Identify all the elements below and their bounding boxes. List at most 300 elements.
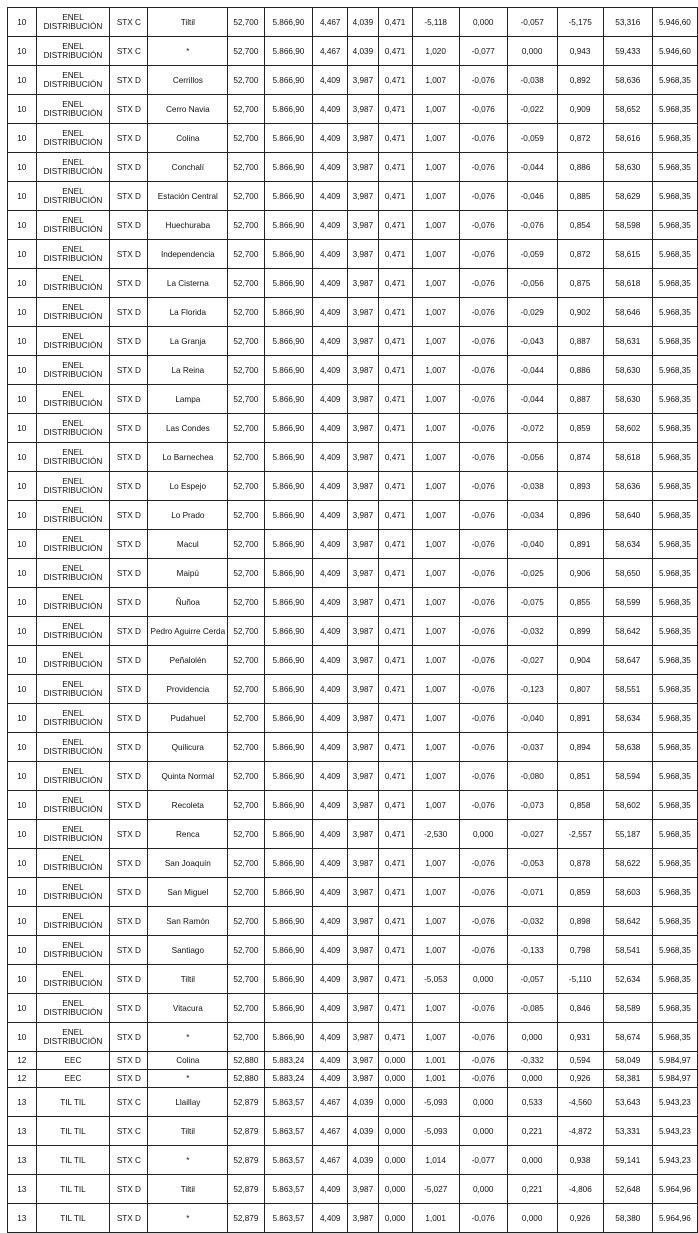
c14-cell: 52,634 bbox=[603, 965, 652, 994]
c15-cell: 5.968,35 bbox=[652, 704, 697, 733]
c12-cell: -0,057 bbox=[507, 8, 557, 37]
c13-cell: 0,931 bbox=[557, 1023, 603, 1052]
c7-cell: 4,409 bbox=[313, 704, 348, 733]
c13-cell: -4,872 bbox=[557, 1117, 603, 1146]
c14-cell: 58,616 bbox=[603, 124, 652, 153]
c10-cell: 1,007 bbox=[412, 907, 459, 936]
c9-cell: 0,000 bbox=[378, 1052, 412, 1070]
c6-cell: 5.866,90 bbox=[264, 153, 313, 182]
c9-cell: 0,471 bbox=[378, 530, 412, 559]
c13-cell: 0,858 bbox=[557, 791, 603, 820]
table-row bbox=[8, 588, 698, 617]
c15-cell: 5.984,97 bbox=[652, 1070, 697, 1088]
c6-cell: 5.866,90 bbox=[264, 704, 313, 733]
company-cell: ENEL DISTRIBUCIÓN bbox=[36, 791, 110, 820]
c6-cell: 5.866,90 bbox=[264, 936, 313, 965]
group-cell: 10 bbox=[8, 356, 37, 385]
commune-cell: Las Condes bbox=[148, 414, 228, 443]
table-row bbox=[8, 1117, 698, 1146]
c11-cell: -0,076 bbox=[459, 298, 507, 327]
c6-cell: 5.863,57 bbox=[264, 1175, 313, 1204]
commune-cell: San Ramón bbox=[148, 907, 228, 936]
commune-cell: Huechuraba bbox=[148, 211, 228, 240]
commune-cell: Vitacura bbox=[148, 994, 228, 1023]
c14-cell: 58,647 bbox=[603, 646, 652, 675]
group-cell: 10 bbox=[8, 124, 37, 153]
c12-cell: 0,221 bbox=[507, 1117, 557, 1146]
company-cell: ENEL DISTRIBUCIÓN bbox=[36, 733, 110, 762]
company-cell: TIL TIL bbox=[36, 1117, 110, 1146]
c15-cell: 5.964,96 bbox=[652, 1175, 697, 1204]
c7-cell: 4,409 bbox=[313, 791, 348, 820]
sector-cell: STX D bbox=[110, 1204, 148, 1233]
table-row bbox=[8, 1175, 698, 1204]
sector-cell: STX D bbox=[110, 907, 148, 936]
commune-cell: Independencia bbox=[148, 240, 228, 269]
company-cell: ENEL DISTRIBUCIÓN bbox=[36, 965, 110, 994]
c15-cell: 5.968,35 bbox=[652, 791, 697, 820]
company-cell: ENEL DISTRIBUCIÓN bbox=[36, 385, 110, 414]
c8-cell: 3,987 bbox=[348, 675, 378, 704]
c14-cell: 58,630 bbox=[603, 356, 652, 385]
c9-cell: 0,471 bbox=[378, 936, 412, 965]
group-cell: 10 bbox=[8, 182, 37, 211]
c11-cell: -0,076 bbox=[459, 1052, 507, 1070]
c5-cell: 52,879 bbox=[228, 1204, 264, 1233]
c6-cell: 5.866,90 bbox=[264, 327, 313, 356]
sector-cell: STX D bbox=[110, 327, 148, 356]
c14-cell: 58,598 bbox=[603, 211, 652, 240]
table-row bbox=[8, 385, 698, 414]
group-cell: 10 bbox=[8, 646, 37, 675]
sector-cell: STX D bbox=[110, 588, 148, 617]
c11-cell: -0,076 bbox=[459, 327, 507, 356]
c11-cell: 0,000 bbox=[459, 8, 507, 37]
company-cell: ENEL DISTRIBUCIÓN bbox=[36, 8, 110, 37]
c6-cell: 5.866,90 bbox=[264, 269, 313, 298]
table-row bbox=[8, 443, 698, 472]
c10-cell: -5,027 bbox=[412, 1175, 459, 1204]
c12-cell: 0,000 bbox=[507, 1146, 557, 1175]
c9-cell: 0,471 bbox=[378, 501, 412, 530]
group-cell: 13 bbox=[8, 1117, 37, 1146]
c10-cell: 1,007 bbox=[412, 646, 459, 675]
c15-cell: 5.968,35 bbox=[652, 443, 697, 472]
commune-cell: Cerro Navia bbox=[148, 95, 228, 124]
c5-cell: 52,700 bbox=[228, 878, 264, 907]
commune-cell: Lo Prado bbox=[148, 501, 228, 530]
c7-cell: 4,409 bbox=[313, 588, 348, 617]
c8-cell: 3,987 bbox=[348, 356, 378, 385]
c13-cell: 0,891 bbox=[557, 704, 603, 733]
c13-cell: 0,886 bbox=[557, 153, 603, 182]
c7-cell: 4,409 bbox=[313, 1070, 348, 1088]
table-body bbox=[8, 8, 698, 1233]
group-cell: 10 bbox=[8, 414, 37, 443]
sector-cell: STX D bbox=[110, 1175, 148, 1204]
c8-cell: 3,987 bbox=[348, 298, 378, 327]
table-row bbox=[8, 907, 698, 936]
c9-cell: 0,471 bbox=[378, 762, 412, 791]
c10-cell: -5,093 bbox=[412, 1117, 459, 1146]
c13-cell: 0,898 bbox=[557, 907, 603, 936]
c9-cell: 0,471 bbox=[378, 414, 412, 443]
c12-cell: -0,032 bbox=[507, 907, 557, 936]
c12-cell: -0,025 bbox=[507, 559, 557, 588]
c13-cell: 0,926 bbox=[557, 1204, 603, 1233]
c6-cell: 5.866,90 bbox=[264, 965, 313, 994]
c7-cell: 4,467 bbox=[313, 8, 348, 37]
group-cell: 10 bbox=[8, 8, 37, 37]
c15-cell: 5.968,35 bbox=[652, 965, 697, 994]
table-row bbox=[8, 211, 698, 240]
c14-cell: 58,380 bbox=[603, 1204, 652, 1233]
c10-cell: 1,007 bbox=[412, 733, 459, 762]
c6-cell: 5.866,90 bbox=[264, 588, 313, 617]
c5-cell: 52,700 bbox=[228, 95, 264, 124]
sector-cell: STX D bbox=[110, 965, 148, 994]
c11-cell: -0,076 bbox=[459, 675, 507, 704]
c5-cell: 52,700 bbox=[228, 1023, 264, 1052]
c7-cell: 4,409 bbox=[313, 994, 348, 1023]
c9-cell: 0,471 bbox=[378, 124, 412, 153]
c12-cell: -0,133 bbox=[507, 936, 557, 965]
c15-cell: 5.968,35 bbox=[652, 617, 697, 646]
sector-cell: STX D bbox=[110, 646, 148, 675]
c9-cell: 0,471 bbox=[378, 8, 412, 37]
c6-cell: 5.866,90 bbox=[264, 559, 313, 588]
c7-cell: 4,409 bbox=[313, 1204, 348, 1233]
c9-cell: 0,471 bbox=[378, 472, 412, 501]
c14-cell: 53,331 bbox=[603, 1117, 652, 1146]
sector-cell: STX C bbox=[110, 1088, 148, 1117]
c5-cell: 52,700 bbox=[228, 443, 264, 472]
group-cell: 13 bbox=[8, 1146, 37, 1175]
company-cell: TIL TIL bbox=[36, 1204, 110, 1233]
commune-cell: Lampa bbox=[148, 385, 228, 414]
c15-cell: 5.968,35 bbox=[652, 733, 697, 762]
c5-cell: 52,700 bbox=[228, 559, 264, 588]
sector-cell: STX D bbox=[110, 211, 148, 240]
sector-cell: STX D bbox=[110, 182, 148, 211]
table-row bbox=[8, 559, 698, 588]
commune-cell: Conchalí bbox=[148, 153, 228, 182]
commune-cell: * bbox=[148, 37, 228, 66]
c10-cell: 1,007 bbox=[412, 559, 459, 588]
c9-cell: 0,471 bbox=[378, 849, 412, 878]
c5-cell: 52,700 bbox=[228, 124, 264, 153]
c12-cell: -0,332 bbox=[507, 1052, 557, 1070]
c10-cell: 1,007 bbox=[412, 211, 459, 240]
c8-cell: 4,039 bbox=[348, 1146, 378, 1175]
c15-cell: 5.946,60 bbox=[652, 37, 697, 66]
c11-cell: -0,076 bbox=[459, 443, 507, 472]
c12-cell: -0,075 bbox=[507, 588, 557, 617]
c8-cell: 3,987 bbox=[348, 501, 378, 530]
commune-cell: Tiltil bbox=[148, 8, 228, 37]
group-cell: 10 bbox=[8, 443, 37, 472]
c14-cell: 58,049 bbox=[603, 1052, 652, 1070]
c13-cell: 0,894 bbox=[557, 733, 603, 762]
table-row bbox=[8, 95, 698, 124]
c5-cell: 52,700 bbox=[228, 298, 264, 327]
c10-cell: -5,093 bbox=[412, 1088, 459, 1117]
table-row bbox=[8, 878, 698, 907]
c5-cell: 52,879 bbox=[228, 1146, 264, 1175]
group-cell: 10 bbox=[8, 559, 37, 588]
c12-cell: -0,040 bbox=[507, 530, 557, 559]
c9-cell: 0,471 bbox=[378, 704, 412, 733]
c7-cell: 4,409 bbox=[313, 211, 348, 240]
company-cell: ENEL DISTRIBUCIÓN bbox=[36, 617, 110, 646]
group-cell: 10 bbox=[8, 849, 37, 878]
c6-cell: 5.866,90 bbox=[264, 124, 313, 153]
c7-cell: 4,467 bbox=[313, 37, 348, 66]
c10-cell: -5,053 bbox=[412, 965, 459, 994]
c8-cell: 3,987 bbox=[348, 733, 378, 762]
c9-cell: 0,471 bbox=[378, 327, 412, 356]
c9-cell: 0,471 bbox=[378, 356, 412, 385]
c7-cell: 4,409 bbox=[313, 298, 348, 327]
group-cell: 10 bbox=[8, 704, 37, 733]
c7-cell: 4,409 bbox=[313, 530, 348, 559]
group-cell: 10 bbox=[8, 211, 37, 240]
c13-cell: 0,851 bbox=[557, 762, 603, 791]
sector-cell: STX D bbox=[110, 414, 148, 443]
c11-cell: -0,077 bbox=[459, 37, 507, 66]
table-row bbox=[8, 327, 698, 356]
c8-cell: 3,987 bbox=[348, 1175, 378, 1204]
table-row bbox=[8, 994, 698, 1023]
c8-cell: 3,987 bbox=[348, 617, 378, 646]
c10-cell: 1,007 bbox=[412, 269, 459, 298]
company-cell: ENEL DISTRIBUCIÓN bbox=[36, 66, 110, 95]
c11-cell: -0,076 bbox=[459, 559, 507, 588]
c14-cell: 58,630 bbox=[603, 153, 652, 182]
c8-cell: 3,987 bbox=[348, 559, 378, 588]
c13-cell: 0,938 bbox=[557, 1146, 603, 1175]
c10-cell: 1,007 bbox=[412, 994, 459, 1023]
c11-cell: -0,076 bbox=[459, 501, 507, 530]
c6-cell: 5.866,90 bbox=[264, 95, 313, 124]
sector-cell: STX D bbox=[110, 1052, 148, 1070]
commune-cell: La Reina bbox=[148, 356, 228, 385]
c15-cell: 5.968,35 bbox=[652, 907, 697, 936]
c15-cell: 5.968,35 bbox=[652, 240, 697, 269]
c10-cell: 1,007 bbox=[412, 298, 459, 327]
sector-cell: STX D bbox=[110, 733, 148, 762]
c12-cell: -0,037 bbox=[507, 733, 557, 762]
sector-cell: STX D bbox=[110, 791, 148, 820]
group-cell: 10 bbox=[8, 617, 37, 646]
c5-cell: 52,700 bbox=[228, 356, 264, 385]
c14-cell: 58,640 bbox=[603, 501, 652, 530]
c9-cell: 0,471 bbox=[378, 965, 412, 994]
c14-cell: 58,602 bbox=[603, 414, 652, 443]
c9-cell: 0,471 bbox=[378, 675, 412, 704]
c9-cell: 0,471 bbox=[378, 211, 412, 240]
c13-cell: 0,798 bbox=[557, 936, 603, 965]
c7-cell: 4,409 bbox=[313, 269, 348, 298]
c10-cell: 1,007 bbox=[412, 530, 459, 559]
c12-cell: 0,000 bbox=[507, 1023, 557, 1052]
c11-cell: -0,076 bbox=[459, 356, 507, 385]
c10-cell: 1,007 bbox=[412, 385, 459, 414]
table-row bbox=[8, 646, 698, 675]
c12-cell: -0,034 bbox=[507, 501, 557, 530]
c5-cell: 52,700 bbox=[228, 211, 264, 240]
c12-cell: -0,027 bbox=[507, 646, 557, 675]
c11-cell: -0,076 bbox=[459, 733, 507, 762]
c14-cell: 58,599 bbox=[603, 588, 652, 617]
c13-cell: 0,859 bbox=[557, 878, 603, 907]
c13-cell: 0,878 bbox=[557, 849, 603, 878]
c12-cell: -0,022 bbox=[507, 95, 557, 124]
sector-cell: STX D bbox=[110, 356, 148, 385]
company-cell: ENEL DISTRIBUCIÓN bbox=[36, 356, 110, 385]
c6-cell: 5.866,90 bbox=[264, 675, 313, 704]
c12-cell: -0,057 bbox=[507, 965, 557, 994]
c15-cell: 5.968,35 bbox=[652, 298, 697, 327]
group-cell: 10 bbox=[8, 733, 37, 762]
company-cell: ENEL DISTRIBUCIÓN bbox=[36, 211, 110, 240]
group-cell: 10 bbox=[8, 95, 37, 124]
c10-cell: 1,007 bbox=[412, 240, 459, 269]
c14-cell: 52,648 bbox=[603, 1175, 652, 1204]
group-cell: 10 bbox=[8, 327, 37, 356]
c5-cell: 52,700 bbox=[228, 153, 264, 182]
c8-cell: 3,987 bbox=[348, 907, 378, 936]
commune-cell: Tiltil bbox=[148, 965, 228, 994]
group-cell: 10 bbox=[8, 907, 37, 936]
c11-cell: -0,076 bbox=[459, 530, 507, 559]
table-row bbox=[8, 124, 698, 153]
c7-cell: 4,409 bbox=[313, 66, 348, 95]
table-row bbox=[8, 472, 698, 501]
c8-cell: 3,987 bbox=[348, 66, 378, 95]
c14-cell: 58,618 bbox=[603, 269, 652, 298]
c9-cell: 0,471 bbox=[378, 298, 412, 327]
c12-cell: -0,072 bbox=[507, 414, 557, 443]
c7-cell: 4,409 bbox=[313, 1052, 348, 1070]
c6-cell: 5.866,90 bbox=[264, 878, 313, 907]
group-cell: 10 bbox=[8, 269, 37, 298]
c15-cell: 5.968,35 bbox=[652, 385, 697, 414]
group-cell: 10 bbox=[8, 37, 37, 66]
c10-cell: 1,007 bbox=[412, 327, 459, 356]
group-cell: 10 bbox=[8, 762, 37, 791]
commune-cell: Pedro Aguirre Cerda bbox=[148, 617, 228, 646]
group-cell: 10 bbox=[8, 1023, 37, 1052]
c9-cell: 0,471 bbox=[378, 95, 412, 124]
c5-cell: 52,700 bbox=[228, 733, 264, 762]
c11-cell: -0,076 bbox=[459, 646, 507, 675]
c12-cell: 0,221 bbox=[507, 1175, 557, 1204]
company-cell: ENEL DISTRIBUCIÓN bbox=[36, 878, 110, 907]
c6-cell: 5.866,90 bbox=[264, 733, 313, 762]
c12-cell: -0,043 bbox=[507, 327, 557, 356]
table-row bbox=[8, 66, 698, 95]
c8-cell: 3,987 bbox=[348, 182, 378, 211]
group-cell: 10 bbox=[8, 530, 37, 559]
c10-cell: 1,007 bbox=[412, 704, 459, 733]
group-cell: 13 bbox=[8, 1088, 37, 1117]
c10-cell: 1,007 bbox=[412, 443, 459, 472]
c6-cell: 5.866,90 bbox=[264, 414, 313, 443]
c9-cell: 0,471 bbox=[378, 182, 412, 211]
c6-cell: 5.866,90 bbox=[264, 994, 313, 1023]
commune-cell: Renca bbox=[148, 820, 228, 849]
table-row bbox=[8, 37, 698, 66]
c8-cell: 3,987 bbox=[348, 1052, 378, 1070]
c9-cell: 0,471 bbox=[378, 588, 412, 617]
company-cell: ENEL DISTRIBUCIÓN bbox=[36, 37, 110, 66]
c7-cell: 4,409 bbox=[313, 95, 348, 124]
sector-cell: STX D bbox=[110, 820, 148, 849]
c11-cell: -0,076 bbox=[459, 704, 507, 733]
c9-cell: 0,471 bbox=[378, 791, 412, 820]
sector-cell: STX D bbox=[110, 762, 148, 791]
c10-cell: 1,007 bbox=[412, 182, 459, 211]
c9-cell: 0,471 bbox=[378, 1023, 412, 1052]
c5-cell: 52,700 bbox=[228, 385, 264, 414]
c5-cell: 52,700 bbox=[228, 762, 264, 791]
company-cell: ENEL DISTRIBUCIÓN bbox=[36, 936, 110, 965]
c13-cell: 0,887 bbox=[557, 327, 603, 356]
group-cell: 10 bbox=[8, 994, 37, 1023]
c15-cell: 5.984,97 bbox=[652, 1052, 697, 1070]
c7-cell: 4,409 bbox=[313, 907, 348, 936]
c6-cell: 5.866,90 bbox=[264, 762, 313, 791]
c14-cell: 58,642 bbox=[603, 907, 652, 936]
c12-cell: -0,046 bbox=[507, 182, 557, 211]
c6-cell: 5.866,90 bbox=[264, 298, 313, 327]
c15-cell: 5.968,35 bbox=[652, 530, 697, 559]
c12-cell: -0,076 bbox=[507, 211, 557, 240]
c5-cell: 52,700 bbox=[228, 907, 264, 936]
c11-cell: -0,076 bbox=[459, 66, 507, 95]
table-row bbox=[8, 936, 698, 965]
c5-cell: 52,700 bbox=[228, 849, 264, 878]
c5-cell: 52,700 bbox=[228, 327, 264, 356]
c13-cell: -5,175 bbox=[557, 8, 603, 37]
c7-cell: 4,409 bbox=[313, 1175, 348, 1204]
c7-cell: 4,409 bbox=[313, 849, 348, 878]
c8-cell: 4,039 bbox=[348, 1117, 378, 1146]
c8-cell: 3,987 bbox=[348, 414, 378, 443]
sector-cell: STX D bbox=[110, 617, 148, 646]
c6-cell: 5.866,90 bbox=[264, 617, 313, 646]
company-cell: ENEL DISTRIBUCIÓN bbox=[36, 95, 110, 124]
c14-cell: 59,141 bbox=[603, 1146, 652, 1175]
c7-cell: 4,409 bbox=[313, 327, 348, 356]
sector-cell: STX D bbox=[110, 849, 148, 878]
company-cell: ENEL DISTRIBUCIÓN bbox=[36, 559, 110, 588]
table-row bbox=[8, 1204, 698, 1233]
c7-cell: 4,467 bbox=[313, 1117, 348, 1146]
c6-cell: 5.866,90 bbox=[264, 472, 313, 501]
group-cell: 12 bbox=[8, 1070, 37, 1088]
c11-cell: -0,076 bbox=[459, 182, 507, 211]
c15-cell: 5.968,35 bbox=[652, 269, 697, 298]
c9-cell: 0,471 bbox=[378, 559, 412, 588]
c13-cell: 0,896 bbox=[557, 501, 603, 530]
c15-cell: 5.968,35 bbox=[652, 820, 697, 849]
c14-cell: 58,652 bbox=[603, 95, 652, 124]
commune-cell: Lo Barnechea bbox=[148, 443, 228, 472]
c13-cell: -4,806 bbox=[557, 1175, 603, 1204]
company-cell: ENEL DISTRIBUCIÓN bbox=[36, 124, 110, 153]
